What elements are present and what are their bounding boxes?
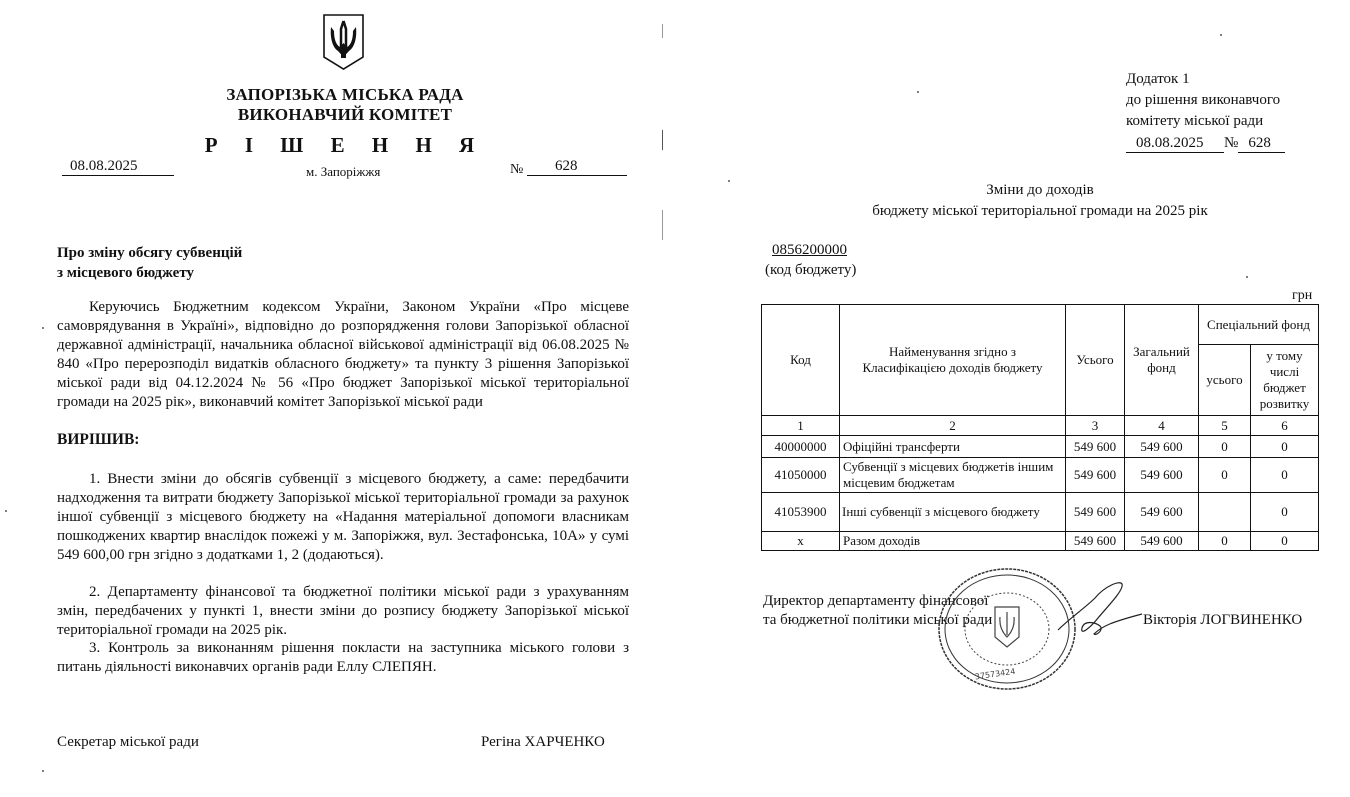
row-total: 549 600 bbox=[1066, 436, 1125, 458]
header-code: Код bbox=[762, 305, 840, 416]
annex-line-1: Додаток 1 bbox=[1126, 71, 1190, 87]
decision-subject bbox=[57, 243, 242, 283]
annex-number-label: № bbox=[1224, 135, 1239, 151]
annex-date: 08.08.2025 bbox=[1126, 135, 1224, 153]
row-development: 0 bbox=[1251, 458, 1319, 493]
header-special-fund: Спеціальний фонд bbox=[1199, 305, 1319, 345]
annex-line-3: комітету міської ради bbox=[1126, 113, 1264, 129]
row-special: 0 bbox=[1199, 458, 1251, 493]
handwritten-signature-icon bbox=[1050, 578, 1150, 648]
scan-speck bbox=[42, 327, 44, 329]
row-code: 41053900 bbox=[762, 493, 840, 532]
row-general: 549 600 bbox=[1125, 493, 1199, 532]
column-number: 4 bbox=[1125, 416, 1199, 436]
column-number: 2 bbox=[840, 416, 1066, 436]
row-total: 549 600 bbox=[1066, 458, 1125, 493]
org-name: ЗАПОРІЗЬКА МІСЬКА РАДА bbox=[226, 85, 464, 104]
signatory-name: Регіна ХАРЧЕНКО bbox=[481, 734, 605, 750]
header-total: Усього bbox=[1066, 305, 1125, 416]
scan-speck bbox=[917, 91, 919, 93]
row-total: 549 600 bbox=[1066, 493, 1125, 532]
table-row bbox=[762, 458, 1319, 493]
decision-number: 628 bbox=[527, 158, 627, 176]
row-name: Субвенції з місцевих бюджетів іншим місцевим бюджетам bbox=[840, 458, 1066, 493]
annex-date-number bbox=[1126, 135, 1300, 153]
row-name: Разом доходів bbox=[840, 532, 1066, 551]
scan-speck bbox=[1246, 276, 1248, 278]
subject-line-1: Про зміну обсягу субвенцій bbox=[57, 245, 243, 261]
revenue-changes-table bbox=[761, 304, 1319, 551]
resolved-heading: ВИРІШИВ: bbox=[57, 431, 140, 448]
row-general: 549 600 bbox=[1125, 436, 1199, 458]
budget-code: 0856200000 bbox=[772, 242, 847, 258]
row-total: 549 600 bbox=[1066, 532, 1125, 551]
annex-line-2: до рішення виконавчого bbox=[1126, 92, 1281, 108]
row-special: 0 bbox=[1199, 436, 1251, 458]
currency-unit: грн bbox=[1292, 288, 1313, 303]
table-row bbox=[762, 436, 1319, 458]
header-general-fund: Загальний фонд bbox=[1125, 305, 1199, 416]
budget-code-label: (код бюджету) bbox=[765, 262, 857, 278]
document-type-heading: Р І Ш Е Н Н Я bbox=[204, 133, 486, 157]
seal-code: 37573424 bbox=[974, 666, 1016, 682]
row-general: 549 600 bbox=[1125, 532, 1199, 551]
scan-speck bbox=[42, 770, 44, 772]
decision-city: м. Запоріжжя bbox=[306, 164, 381, 179]
annex-title bbox=[760, 180, 1320, 222]
table-row bbox=[762, 493, 1319, 532]
resolution-item-3: 3. Контроль за виконанням рішення покласти на заступника міського голови з питань діяльності виконавчих органів ради Еллу СЛЕПЯН. bbox=[57, 640, 629, 675]
scan-speck bbox=[1220, 34, 1222, 36]
signatory-title: Секретар міської ради bbox=[57, 734, 199, 750]
subject-line-2: з місцевого бюджету bbox=[57, 265, 195, 281]
decision-date: 08.08.2025 bbox=[62, 158, 174, 176]
table-header-row bbox=[762, 305, 1319, 345]
annex-number: 628 bbox=[1238, 135, 1285, 153]
director-name: Вікторія ЛОГВИНЕНКО bbox=[1143, 612, 1303, 628]
column-number-row bbox=[762, 416, 1319, 436]
row-general: 549 600 bbox=[1125, 458, 1199, 493]
row-special: 0 bbox=[1199, 532, 1251, 551]
row-name: Інші субвенції з місцевого бюджету bbox=[840, 493, 1066, 532]
row-development: 0 bbox=[1251, 493, 1319, 532]
resolution-item-2: 2. Департаменту фінансової та бюджетної політики міської ради з урахуванням змін, передбачених у пункті 1, внести зміни до розпису бюджету Запорізької міської територіальної громади на 2025 рік. bbox=[57, 584, 629, 638]
decision-page bbox=[0, 0, 665, 797]
annex-title-line-2: бюджету міської територіальної громади на 2025 рік bbox=[872, 203, 1208, 219]
column-number: 5 bbox=[1199, 416, 1251, 436]
header-special-development: у тому числі бюджет розвитку bbox=[1251, 345, 1319, 416]
row-code: 41050000 bbox=[762, 458, 840, 493]
decision-number-label: № bbox=[510, 162, 524, 177]
scan-divider-mark bbox=[662, 130, 663, 150]
table-total-row bbox=[762, 532, 1319, 551]
committee-name: ВИКОНАВЧИЙ КОМІТЕТ bbox=[237, 105, 453, 124]
annex-title-line-1: Зміни до доходів bbox=[986, 182, 1094, 198]
scan-speck bbox=[728, 180, 730, 182]
header-special-total: усього bbox=[1199, 345, 1251, 416]
intro-paragraph: Керуючись Бюджетним кодексом України, Законом України «Про місцеве самоврядування в Україні», відповідно до розпорядження голови Запорізької обласної державної адміністрації, начальника обласної військової адміністрації від 06.08.2025 № 840 «Про перерозподіл видатків обласного бюджету» та пункту 3 рішення Запорізької міської ради від 04.12.2024 № 56 «Про бюджет Запорізької міської територіальної громади на 2025 рік», виконавчий комітет Запорізької міської ради bbox=[57, 299, 629, 410]
annex-header bbox=[1126, 69, 1280, 132]
row-code: 40000000 bbox=[762, 436, 840, 458]
scan-divider-mark bbox=[662, 210, 663, 240]
scan-divider-mark bbox=[662, 24, 663, 38]
row-name: Офіційні трансферти bbox=[840, 436, 1066, 458]
row-development: 0 bbox=[1251, 532, 1319, 551]
row-code: x bbox=[762, 532, 840, 551]
row-development: 0 bbox=[1251, 436, 1319, 458]
column-number: 1 bbox=[762, 416, 840, 436]
coat-of-arms-icon bbox=[322, 13, 365, 71]
director-title-line-1: Директор департаменту фінансової bbox=[763, 593, 989, 609]
header-name: Найменування згідно з Класифікацією доходів бюджету bbox=[840, 305, 1066, 416]
column-number: 6 bbox=[1251, 416, 1319, 436]
resolution-item-1: 1. Внести зміни до обсягів субвенції з місцевого бюджету, а саме: передбачити надходження та витрати бюджету Запорізької міської територіальної громади за рахунок іншої субвенції з місцевого бюджету на «Надання матеріальної допомоги власникам пошкоджених квартир внаслідок пожежі у м. Запоріжжя, вул. Зестафонська, 10А» у сумі 549 600,00 грн згідно з додатками 1, 2 (додаються). bbox=[57, 471, 629, 563]
row-special bbox=[1199, 493, 1251, 532]
column-number: 3 bbox=[1066, 416, 1125, 436]
director-title-line-2: та бюджетної політики міської ради bbox=[763, 612, 993, 628]
scan-speck bbox=[5, 510, 7, 512]
